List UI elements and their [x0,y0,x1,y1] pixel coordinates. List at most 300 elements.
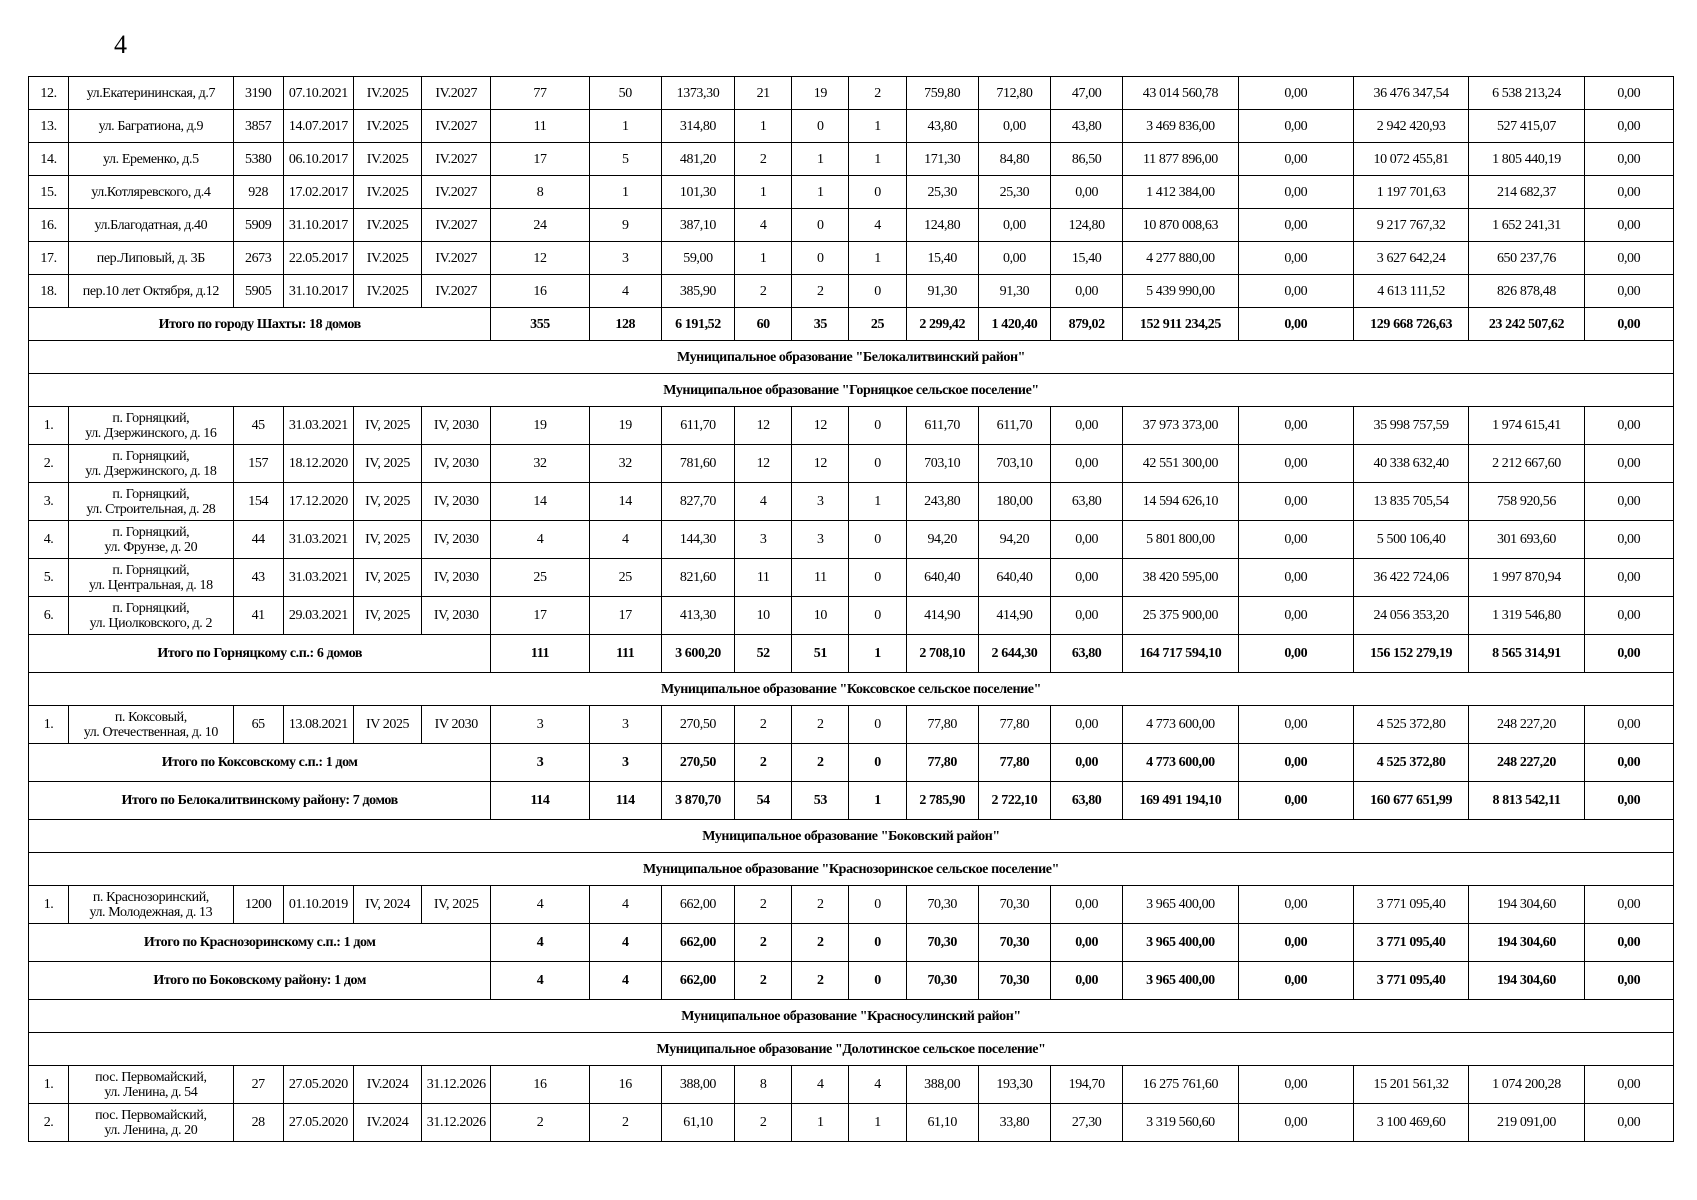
private-rooms-cell: 3 [792,483,849,521]
total-regional-budget: 160 677 651,99 [1353,782,1468,820]
local-budget-cell: 301 693,60 [1469,521,1584,559]
private-rooms-cell: 0 [792,242,849,275]
start-quarter-cell: IV.2025 [353,275,421,308]
total-label: Итого по Горняцкому с.п.: 6 домов [29,635,491,673]
apartments-cell: 5 [589,143,661,176]
total-cost-cell: 10 870 008,63 [1123,209,1238,242]
address-line: п. Краснозоринский, [92,889,209,905]
total-municipal-area: 63,80 [1051,635,1123,673]
total-area-cell: 144,30 [661,521,734,559]
resettle-area-cell: 414,90 [906,597,978,635]
section-header-row [29,820,1674,853]
total-budget-fund: 0,00 [1238,744,1353,782]
house-number-cell: 3190 [233,77,283,110]
date-cell: 01.10.2019 [283,886,353,924]
total-extra-funds: 0,00 [1584,308,1673,341]
total-budget-fund: 0,00 [1238,924,1353,962]
apartments-cell: 2 [589,1104,661,1142]
residents-cell: 14 [491,483,589,521]
table-row [29,110,1674,143]
regional-budget-cell: 13 835 705,54 [1353,483,1468,521]
end-quarter-cell: IV.2027 [422,275,491,308]
municipal-rooms-cell: 2 [849,77,906,110]
regional-budget-cell: 24 056 353,20 [1353,597,1468,635]
total-cost-cell: 5 439 990,00 [1123,275,1238,308]
address-line: ул. Фрунзе, д. 20 [104,539,198,555]
date-cell: 22.05.2017 [283,242,353,275]
address-cell [69,445,234,483]
total-total-area: 662,00 [661,924,734,962]
total-cost-cell: 43 014 560,78 [1123,77,1238,110]
total-rooms-cell: 12 [735,407,792,445]
extra-funds-cell: 0,00 [1584,275,1673,308]
total-total-cost: 169 491 194,10 [1123,782,1238,820]
total-label: Итого по Боковскому району: 1 дом [29,962,491,1000]
municipal-area-cell: 0,00 [1051,521,1123,559]
total-total-cost: 152 911 234,25 [1123,308,1238,341]
residents-cell: 77 [491,77,589,110]
private-rooms-cell: 1 [792,176,849,209]
start-quarter-cell: IV.2025 [353,77,421,110]
date-cell: 31.03.2021 [283,407,353,445]
section-header-row [29,673,1674,706]
total-local-budget: 23 242 507,62 [1469,308,1584,341]
total-apartments: 111 [589,635,661,673]
total-area-cell: 481,20 [661,143,734,176]
total-rooms-cell: 12 [735,445,792,483]
total-residents: 114 [491,782,589,820]
total-row [29,744,1674,782]
extra-funds-cell: 0,00 [1584,242,1673,275]
local-budget-cell: 826 878,48 [1469,275,1584,308]
resettle-area-cell: 70,30 [906,886,978,924]
municipal-rooms-cell: 1 [849,1104,906,1142]
municipal-area-cell: 0,00 [1051,407,1123,445]
date-cell: 31.03.2021 [283,559,353,597]
residents-cell: 24 [491,209,589,242]
date-cell: 06.10.2017 [283,143,353,176]
total-private-rooms: 51 [792,635,849,673]
budget-fund-cell: 0,00 [1238,110,1353,143]
municipal-rooms-cell: 0 [849,521,906,559]
total-area-cell: 611,70 [661,407,734,445]
extra-funds-cell: 0,00 [1584,886,1673,924]
total-municipal-area: 0,00 [1051,924,1123,962]
total-resettle-area: 2 708,10 [906,635,978,673]
budget-fund-cell: 0,00 [1238,77,1353,110]
total-cost-cell: 11 877 896,00 [1123,143,1238,176]
start-quarter-cell: IV.2025 [353,209,421,242]
house-number-cell: 5905 [233,275,283,308]
apartments-cell: 16 [589,1066,661,1104]
extra-funds-cell: 0,00 [1584,407,1673,445]
section-title: Муниципальное образование "Красносулинский район" [29,1000,1674,1033]
local-budget-cell: 1 805 440,19 [1469,143,1584,176]
local-budget-cell: 194 304,60 [1469,886,1584,924]
address-cell [69,407,234,445]
address-cell [69,559,234,597]
total-total-rooms: 60 [735,308,792,341]
house-number-cell: 65 [233,706,283,744]
house-number-cell: 45 [233,407,283,445]
residents-cell: 25 [491,559,589,597]
address-line: п. Горняцкий, [112,410,190,426]
total-row [29,308,1674,341]
end-quarter-cell: IV.2027 [422,176,491,209]
budget-fund-cell: 0,00 [1238,1066,1353,1104]
private-area-cell: 0,00 [978,209,1050,242]
residents-cell: 16 [491,1066,589,1104]
budget-fund-cell: 0,00 [1238,1104,1353,1142]
municipal-area-cell: 15,40 [1051,242,1123,275]
municipal-area-cell: 0,00 [1051,176,1123,209]
municipal-rooms-cell: 0 [849,275,906,308]
table-row [29,521,1674,559]
total-area-cell: 385,90 [661,275,734,308]
row-number-cell: 1. [29,886,69,924]
total-cost-cell: 42 551 300,00 [1123,445,1238,483]
total-area-cell: 781,60 [661,445,734,483]
row-number-cell: 16. [29,209,69,242]
total-regional-budget: 129 668 726,63 [1353,308,1468,341]
private-area-cell: 640,40 [978,559,1050,597]
regional-budget-cell: 9 217 767,32 [1353,209,1468,242]
total-regional-budget: 4 525 372,80 [1353,744,1468,782]
private-rooms-cell: 2 [792,275,849,308]
table-row [29,77,1674,110]
address-line: ул. Ленина, д. 54 [104,1084,198,1100]
residents-cell: 17 [491,143,589,176]
table-row [29,483,1674,521]
end-quarter-cell: 31.12.2026 [422,1066,491,1104]
end-quarter-cell: IV, 2030 [422,597,491,635]
private-rooms-cell: 10 [792,597,849,635]
section-header-row [29,1000,1674,1033]
row-number-cell: 12. [29,77,69,110]
address-cell: ул.Екатерининская, д.7 [69,77,234,110]
total-municipal-rooms: 25 [849,308,906,341]
section-title: Муниципальное образование "Белокалитвинский район" [29,341,1674,374]
address-cell: пер.Липовый, д. 3Б [69,242,234,275]
private-rooms-cell: 19 [792,77,849,110]
local-budget-cell: 214 682,37 [1469,176,1584,209]
row-number-cell: 15. [29,176,69,209]
extra-funds-cell: 0,00 [1584,521,1673,559]
total-municipal-rooms: 1 [849,635,906,673]
municipal-area-cell: 47,00 [1051,77,1123,110]
total-area-cell: 61,10 [661,1104,734,1142]
budget-fund-cell: 0,00 [1238,886,1353,924]
address-cell: пер.10 лет Октября, д.12 [69,275,234,308]
address-line: п. Горняцкий, [112,600,190,616]
start-quarter-cell: IV 2025 [353,706,421,744]
total-extra-funds: 0,00 [1584,635,1673,673]
regional-budget-cell: 40 338 632,40 [1353,445,1468,483]
address-line: пос. Первомайский, [95,1107,207,1123]
total-budget-fund: 0,00 [1238,308,1353,341]
table-row [29,445,1674,483]
private-area-cell: 180,00 [978,483,1050,521]
residents-cell: 12 [491,242,589,275]
regional-budget-cell: 36 476 347,54 [1353,77,1468,110]
residents-cell: 4 [491,521,589,559]
total-resettle-area: 2 299,42 [906,308,978,341]
municipal-area-cell: 0,00 [1051,559,1123,597]
row-number-cell: 1. [29,407,69,445]
house-number-cell: 154 [233,483,283,521]
total-row [29,962,1674,1000]
total-apartments: 4 [589,962,661,1000]
residents-cell: 19 [491,407,589,445]
start-quarter-cell: IV.2025 [353,176,421,209]
private-rooms-cell: 12 [792,407,849,445]
row-number-cell: 2. [29,445,69,483]
regional-budget-cell: 4 613 111,52 [1353,275,1468,308]
total-budget-fund: 0,00 [1238,782,1353,820]
address-line: ул. Ленина, д. 20 [104,1122,198,1138]
section-title: Муниципальное образование "Коксовское сельское поселение" [29,673,1674,706]
total-area-cell: 59,00 [661,242,734,275]
apartments-cell: 32 [589,445,661,483]
total-cost-cell: 4 277 880,00 [1123,242,1238,275]
private-area-cell: 33,80 [978,1104,1050,1142]
local-budget-cell: 219 091,00 [1469,1104,1584,1142]
total-area-cell: 388,00 [661,1066,734,1104]
resettle-area-cell: 703,10 [906,445,978,483]
total-private-area: 77,80 [978,744,1050,782]
row-number-cell: 14. [29,143,69,176]
municipal-area-cell: 0,00 [1051,597,1123,635]
total-cost-cell: 4 773 600,00 [1123,706,1238,744]
total-area-cell: 270,50 [661,706,734,744]
house-number-cell: 43 [233,559,283,597]
municipal-rooms-cell: 0 [849,407,906,445]
private-rooms-cell: 1 [792,143,849,176]
private-area-cell: 0,00 [978,242,1050,275]
private-area-cell: 84,80 [978,143,1050,176]
private-area-cell: 611,70 [978,407,1050,445]
end-quarter-cell: IV 2030 [422,706,491,744]
address-cell: ул. Багратиона, д.9 [69,110,234,143]
row-number-cell: 6. [29,597,69,635]
extra-funds-cell: 0,00 [1584,706,1673,744]
resettle-area-cell: 171,30 [906,143,978,176]
total-private-rooms: 2 [792,744,849,782]
total-extra-funds: 0,00 [1584,924,1673,962]
table-row [29,706,1674,744]
municipal-rooms-cell: 0 [849,886,906,924]
resettle-area-cell: 759,80 [906,77,978,110]
total-cost-cell: 25 375 900,00 [1123,597,1238,635]
total-total-rooms: 52 [735,635,792,673]
residents-cell: 16 [491,275,589,308]
total-area-cell: 662,00 [661,886,734,924]
resettle-area-cell: 91,30 [906,275,978,308]
house-number-cell: 1200 [233,886,283,924]
apartments-cell: 4 [589,886,661,924]
total-total-area: 3 870,70 [661,782,734,820]
municipal-area-cell: 194,70 [1051,1066,1123,1104]
total-municipal-rooms: 0 [849,924,906,962]
private-area-cell: 712,80 [978,77,1050,110]
address-line: ул. Циолковского, д. 2 [89,615,213,631]
total-municipal-area: 0,00 [1051,962,1123,1000]
regional-budget-cell: 3 771 095,40 [1353,886,1468,924]
date-cell: 13.08.2021 [283,706,353,744]
extra-funds-cell: 0,00 [1584,1066,1673,1104]
total-rooms-cell: 4 [735,209,792,242]
regional-budget-cell: 35 998 757,59 [1353,407,1468,445]
house-number-cell: 41 [233,597,283,635]
total-row [29,635,1674,673]
total-cost-cell: 1 412 384,00 [1123,176,1238,209]
row-number-cell: 13. [29,110,69,143]
total-residents: 355 [491,308,589,341]
private-area-cell: 414,90 [978,597,1050,635]
extra-funds-cell: 0,00 [1584,597,1673,635]
start-quarter-cell: IV.2024 [353,1066,421,1104]
total-private-area: 70,30 [978,924,1050,962]
private-rooms-cell: 1 [792,1104,849,1142]
apartments-cell: 19 [589,407,661,445]
total-rooms-cell: 1 [735,110,792,143]
row-number-cell: 4. [29,521,69,559]
table-row [29,242,1674,275]
local-budget-cell: 2 212 667,60 [1469,445,1584,483]
date-cell: 27.05.2020 [283,1066,353,1104]
municipal-area-cell: 0,00 [1051,706,1123,744]
total-rooms-cell: 4 [735,483,792,521]
end-quarter-cell: IV.2027 [422,143,491,176]
address-cell [69,483,234,521]
total-municipal-rooms: 0 [849,962,906,1000]
total-area-cell: 314,80 [661,110,734,143]
address-line: ул. Дзержинского, д. 16 [85,425,217,441]
total-extra-funds: 0,00 [1584,782,1673,820]
end-quarter-cell: IV, 2030 [422,559,491,597]
budget-fund-cell: 0,00 [1238,242,1353,275]
start-quarter-cell: IV, 2025 [353,407,421,445]
municipal-area-cell: 43,80 [1051,110,1123,143]
total-local-budget: 248 227,20 [1469,744,1584,782]
total-private-rooms: 53 [792,782,849,820]
total-local-budget: 194 304,60 [1469,962,1584,1000]
total-resettle-area: 70,30 [906,924,978,962]
section-title: Муниципальное образование "Горняцкое сельское поселение" [29,374,1674,407]
date-cell: 31.03.2021 [283,521,353,559]
house-number-cell: 5380 [233,143,283,176]
regional-budget-cell: 2 942 420,93 [1353,110,1468,143]
local-budget-cell: 650 237,76 [1469,242,1584,275]
total-total-area: 662,00 [661,962,734,1000]
total-area-cell: 1373,30 [661,77,734,110]
total-row [29,924,1674,962]
address-line: п. Горняцкий, [112,448,190,464]
budget-fund-cell: 0,00 [1238,559,1353,597]
private-area-cell: 25,30 [978,176,1050,209]
total-total-cost: 3 965 400,00 [1123,924,1238,962]
total-local-budget: 8 565 314,91 [1469,635,1584,673]
budget-fund-cell: 0,00 [1238,275,1353,308]
resettle-area-cell: 61,10 [906,1104,978,1142]
start-quarter-cell: IV.2025 [353,242,421,275]
private-area-cell: 91,30 [978,275,1050,308]
apartments-cell: 50 [589,77,661,110]
total-private-area: 2 722,10 [978,782,1050,820]
total-extra-funds: 0,00 [1584,962,1673,1000]
local-budget-cell: 1 974 615,41 [1469,407,1584,445]
extra-funds-cell: 0,00 [1584,176,1673,209]
total-rooms-cell: 3 [735,521,792,559]
total-municipal-rooms: 1 [849,782,906,820]
address-line: ул. Строительная, д. 28 [86,501,216,517]
total-row [29,782,1674,820]
total-cost-cell: 37 973 373,00 [1123,407,1238,445]
section-title: Муниципальное образование "Краснозоринское сельское поселение" [29,853,1674,886]
extra-funds-cell: 0,00 [1584,77,1673,110]
apartments-cell: 1 [589,110,661,143]
local-budget-cell: 758 920,56 [1469,483,1584,521]
municipal-rooms-cell: 0 [849,706,906,744]
address-cell [69,706,234,744]
table-row [29,559,1674,597]
private-rooms-cell: 2 [792,706,849,744]
extra-funds-cell: 0,00 [1584,1104,1673,1142]
date-cell: 27.05.2020 [283,1104,353,1142]
total-private-rooms: 2 [792,962,849,1000]
budget-fund-cell: 0,00 [1238,143,1353,176]
date-cell: 07.10.2021 [283,77,353,110]
date-cell: 31.10.2017 [283,275,353,308]
total-total-area: 3 600,20 [661,635,734,673]
regional-budget-cell: 3 627 642,24 [1353,242,1468,275]
table-row [29,597,1674,635]
section-header-row [29,1033,1674,1066]
total-cost-cell: 3 469 836,00 [1123,110,1238,143]
end-quarter-cell: 31.12.2026 [422,1104,491,1142]
address-cell [69,1066,234,1104]
total-cost-cell: 16 275 761,60 [1123,1066,1238,1104]
end-quarter-cell: IV.2027 [422,209,491,242]
date-cell: 31.10.2017 [283,209,353,242]
row-number-cell: 5. [29,559,69,597]
municipal-rooms-cell: 1 [849,143,906,176]
apartments-cell: 3 [589,706,661,744]
start-quarter-cell: IV, 2025 [353,445,421,483]
municipal-rooms-cell: 0 [849,176,906,209]
total-municipal-area: 879,02 [1051,308,1123,341]
budget-fund-cell: 0,00 [1238,445,1353,483]
regional-budget-cell: 10 072 455,81 [1353,143,1468,176]
extra-funds-cell: 0,00 [1584,559,1673,597]
address-line: ул. Дзержинского, д. 18 [85,463,217,479]
total-resettle-area: 77,80 [906,744,978,782]
total-private-area: 2 644,30 [978,635,1050,673]
municipal-area-cell: 63,80 [1051,483,1123,521]
total-label: Итого по Белокалитвинскому району: 7 домов [29,782,491,820]
municipal-rooms-cell: 4 [849,1066,906,1104]
date-cell: 18.12.2020 [283,445,353,483]
resettle-area-cell: 243,80 [906,483,978,521]
private-rooms-cell: 3 [792,521,849,559]
total-extra-funds: 0,00 [1584,744,1673,782]
total-total-rooms: 54 [735,782,792,820]
municipal-area-cell: 124,80 [1051,209,1123,242]
house-number-cell: 27 [233,1066,283,1104]
total-total-area: 6 191,52 [661,308,734,341]
start-quarter-cell: IV, 2025 [353,521,421,559]
row-number-cell: 3. [29,483,69,521]
